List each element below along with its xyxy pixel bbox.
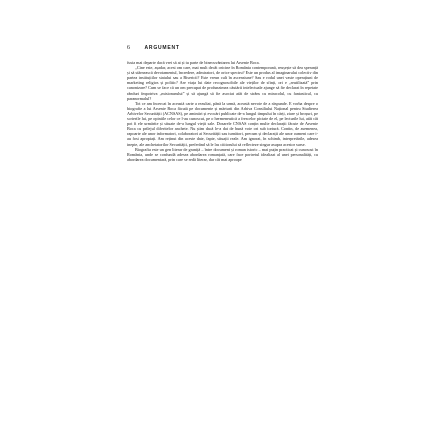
paragraph: Tot ce am încercat în această carte a rezultat, până la urmă, această nevoie de a răspunde. E vorba despre o biografie a lui Arsenie Boca făcută pe documente și mărturii din Arhiva Consiliului Național pentru Studierea Arhivelor Securității (ACNSAS), pe amintiri și evocări publicate de-a lungul timpului în cărți, ziare și broșuri, pe scrierile lui, pe opiniile celor ce l-au cunoscut, pe o hermeneutică a frescelor pictate de el, pe lecturile lui, atât cât pot fi ele urmărite și situate de-a lungul vieții sale. Dosarele CNSAS conțin multe declarații făcute de Arsenie Boca cu prilejul diferitelor anchete. Nu știm dacă le-a dat de bună voie ori sub tortură. Contin, de asemenea, rapoarte ale unor informatori, colaboratori ai Securității sau turnători, precum și declarații ale unor oameni care i-au fost apropiați. Am reținut din aceste date, fapte, situații reale. Am ignorat, în schimb, interpretările, adesea inepte, ale anchetatorilor Securității, preferând să le las cititorului să reflecteze singur asupra acestor surse.	[127, 100, 318, 147]
page-number: 6	[127, 45, 131, 51]
paragraph: Biografia este un gen literar de graniță – între document și roman istoric – mai puțin practicat și cunoscut în România, unde se confundă adesea abordarea romanțată, care face portretul idealizat al unei personalități, cu abordarea documentară, prin care se redă literar, dar cât mai aproape	[127, 146, 318, 162]
running-title: ARGUMENT	[144, 45, 180, 51]
body-text	[127, 60, 318, 392]
paragraph: fusia mai departe dacă vrei să ai și tu parte de binecuvântarea lui Arsenie Boca.	[127, 60, 260, 65]
paragraph: „Cine este, așadar, acest om care, mai mult decât oricine în România contemporană, reușește să dea speranță și să stârnească devotamentul, încredere, admiratori, de orice spectru? Este un produs al imaginarului colectiv din partea instituțiilor statului sau a Bisericii? Este vreun cult în ascensiune? Sau e rodul unei vaste operațiuni de marketing religios și politic? Are viața lui date recognoscibile ale vieților de sfinți, ori e „reutilizată” prin canonizare? Cum se face că un om precupat de profunzimea căutării intelectuale ajunge să fie declarat în repetate rânduri împotriva „misionarului” și să ajungă să fie asociat atât de strâns cu miracolul, cu fantasticul, cu paranormalul?	[127, 65, 318, 101]
page-header	[127, 45, 327, 55]
